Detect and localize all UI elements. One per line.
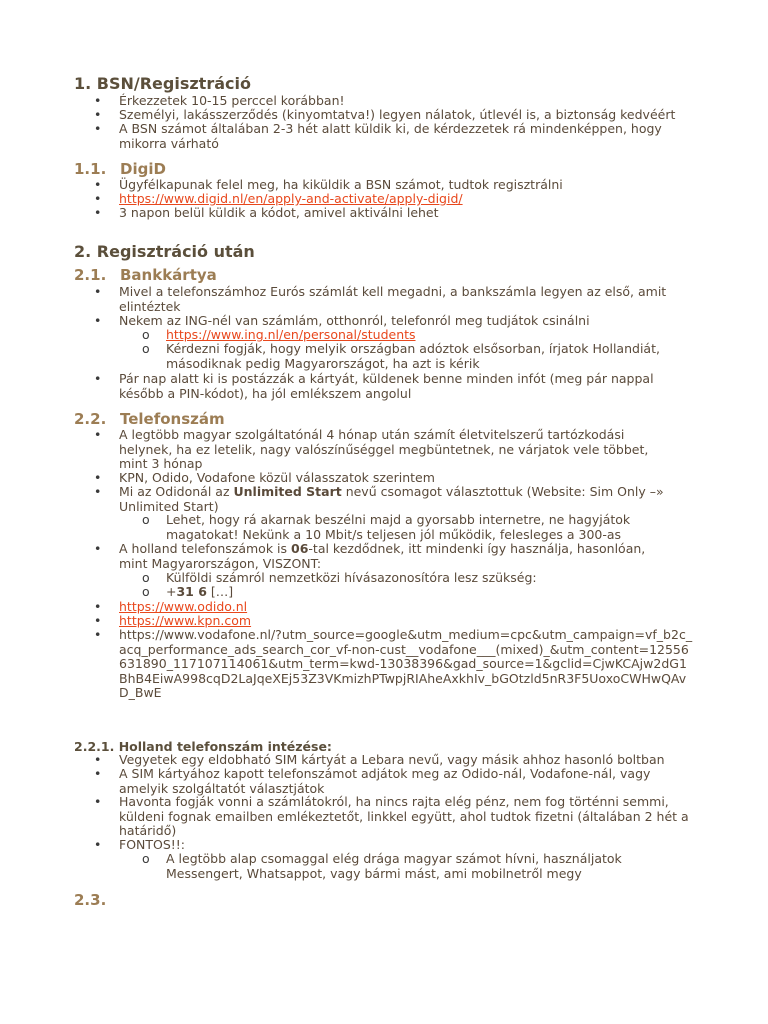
heading-bank-card: 2.1. Bankkártya <box>74 266 217 284</box>
odido-link[interactable]: https://www.odido.nl <box>119 599 248 614</box>
list-item: • Személyi, lakásszerződés (kinyomtatva!) legyen nálatok, útlevél is, a biztonság kedvéért <box>119 108 699 123</box>
list-item: • A holland telefonszámok is 06-tal kezdődnek, itt mindenki így használja, hasonlóan, mint Magyarországon, VISZONT: <box>119 542 674 571</box>
sub-list-item: o A legtöbb alap csomaggal elég drága magyar számot hívni, használjatok Messengert, Whatsappot, vagy bármi mást, ami mobilnetről megy <box>166 852 666 881</box>
heading-digid: 1.1. DigiD <box>74 160 166 178</box>
list-item: • Nekem az ING-nél van számlám, otthonról, telefonról meg tudjátok csinálni <box>119 314 699 329</box>
heading-dutch-phone-setup: 2.2.1. Holland telefonszám intézése: <box>74 739 332 754</box>
list-item: • FONTOS!!: <box>119 838 699 853</box>
sub-list-item: o Lehet, hogy rá akarnak beszélni majd a gyorsabb internetre, ne hagyjátok magatokat! Nekünk a 10 Mbit/s teljesen jól működik, felesleges a 300-as <box>166 513 666 542</box>
list-item: • https://www.vodafone.nl/?utm_source=google&utm_medium=cpc&utm_campaign=vf_b2c_acq_performance_ads_search_cor_vf-non-cust__vodafone___(mixed)_&utm_content=12556631890_117107114061&utm_term=kwd-13038396&gad_source=1&gclid=CjwKCAjw2dG1BhB4EiwA998cqD2LaJqeXEj53Z3VKmizhPTwpjRIAheAxkhIv_bGOtzld5nR3F5UoxoCWHwQAvD_BwE <box>119 628 694 701</box>
sub-list-item: o +31 6 […] <box>166 585 698 600</box>
list-item: • Mivel a telefonszámhoz Eurós számlát kell megadni, a bankszámla legyen az első, amit elintéztek <box>119 285 704 314</box>
list-item: • Pár nap alatt ki is postázzák a kártyát, küldenek benne minden infót (meg pár nappal később a PIN-kódot), ha jól emlékszem angolul <box>119 372 684 401</box>
digid-link[interactable]: https://www.digid.nl/en/apply-and-activate/apply-digid/ <box>119 191 463 206</box>
list-item: • Mi az Odidonál az Unlimited Start nevű csomagot választottuk (Website: Sim Only –» Unlimited Start) <box>119 485 699 514</box>
list-item: • Ügyfélkapunak felel meg, ha kiküldik a BSN számot, tudtok regisztrálni <box>119 178 699 193</box>
sub-list-item: o Kérdezni fogják, hogy melyik országban adóztok elsősorban, írjatok Hollandiát, másodiknak pedig Magyarországot, ha azt is kérik <box>166 342 698 371</box>
list-item: • Vegyetek egy eldobható SIM kártyát a Lebara nevű, vagy másik ahhoz hasonló boltban <box>119 753 699 768</box>
ing-link[interactable]: https://www.ing.nl/en/personal/students <box>166 327 416 342</box>
heading-after-registration: 2. Regisztráció után <box>74 242 255 261</box>
list-item: • 3 napon belül küldik a kódot, amivel aktiválni lehet <box>119 206 699 221</box>
kpn-link[interactable]: https://www.kpn.com <box>119 613 252 628</box>
list-item: • Érkezzetek 10-15 perccel korábban! <box>119 94 699 109</box>
list-item: • A SIM kártyához kapott telefonszámot adjátok meg az Odido-nál, Vodafone-nál, vagy amelyik szolgáltatót választjátok <box>119 767 674 796</box>
list-item: • Havonta fogják vonni a számlátokról, ha nincs rajta elég pénz, nem fog történni semmi, küldeni fognak emailben emlékeztetőt, linkkel együtt, ahol tudtok fizetni (általában 2 hét a határidő) <box>119 795 699 839</box>
heading-section-2-3: 2.3. <box>74 891 107 909</box>
list-item: • KPN, Odido, Vodafone közül válasszatok szerintem <box>119 471 699 486</box>
heading-bsn-registration: 1. BSN/Regisztráció <box>74 74 251 93</box>
heading-phone-number: 2.2. Telefonszám <box>74 410 225 428</box>
list-item: • A legtöbb magyar szolgáltatónál 4 hónap után számít életvitelszerű tartózkodási helynek, ha ez letelik, nagy valószínűséggel megbüntetnek, ne várjatok vele többet, mint 3 hónap <box>119 428 649 472</box>
list-item: • A BSN számot általában 2-3 hét alatt küldik ki, de kérdezzetek rá mindenképpen, hogy mikorra várható <box>119 122 709 151</box>
sub-list-item: o Külföldi számról nemzetközi hívásazonosítóra lesz szükség: <box>166 571 698 586</box>
